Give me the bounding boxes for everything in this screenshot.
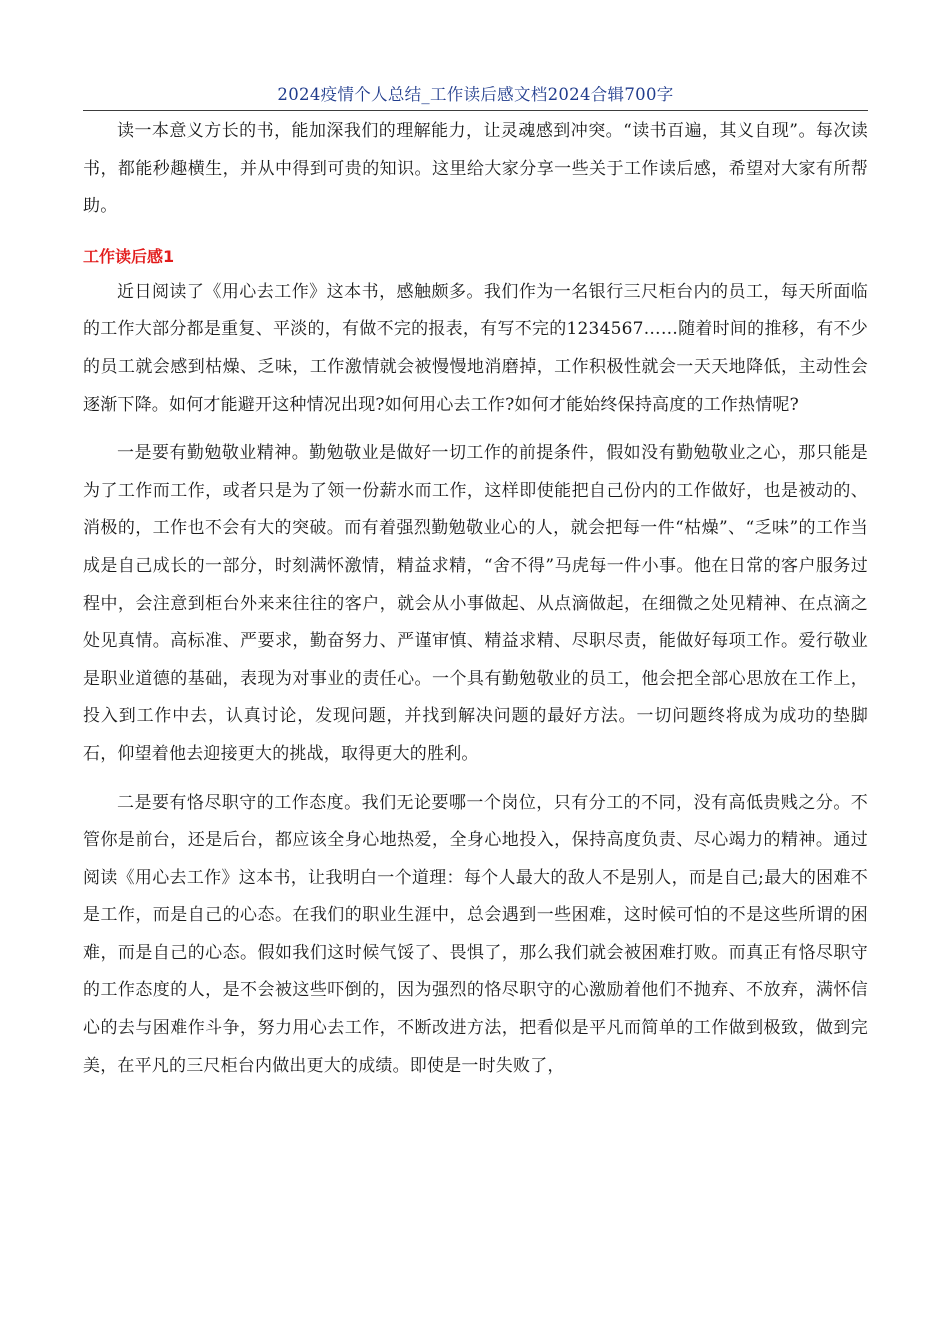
section-heading: 工作读后感1 xyxy=(83,246,175,266)
intro-paragraph: 读一本意义方长的书，能加深我们的理解能力，让灵魂感到冲突。“读书百遍，其义自现”。每次读书，都能秒趣横生，并从中得到可贵的知识。这里给大家分享一些关于工作读后感，希望对大家有所帮助。 xyxy=(83,121,868,217)
body-paragraph-2: 一是要有勤勉敬业精神。勤勉敬业是做好一切工作的前提条件，假如没有勤勉敬业之心，那只能是为了工作而工作，或者只是为了领一份薪水而工作，这样即使能把自己份内的工作做好，也是被动的、消极的，工作也不会有大的突破。而有着强烈勤勉敬业心的人，就会把每一件“枯燥”、“乏味”的工作当成是自己成长的一部分，时刻满怀激情，精益求精，“舍不得”马虎每一件小事。他在日常的客户服务过程中，会注意到柜台外来来往往的客户，就会从小事做起、从点滴做起，在细微之处见精神、在点滴之处见真情。高标准、严要求，勤奋努力、严谨审慎、精益求精、尽职尽责，能做好每项工作。爱行敬业是职业道德的基础，表现为对事业的责任心。一个具有勤勉敬业的员工，他会把全部心思放在工作上，投入到工作中去，认真讨论，发现问题，并找到解决问题的最好方法。一切问题终将成为成功的垫脚石，仰望着他去迎接更大的挑战，取得更大的胜利。 xyxy=(83,443,868,764)
page-header-title: 2024疫情个人总结_工作读后感文档2024合辑700字 xyxy=(83,84,868,111)
document-body xyxy=(83,113,868,1085)
body-paragraph-1: 近日阅读了《用心去工作》这本书，感触颇多。我们作为一名银行三尺柜台内的员工，每天所面临的工作大部分都是重复、平淡的，有做不完的报表，有写不完的1234567……随着时间的推移，有不少的员工就会感到枯燥、乏味，工作激情就会被慢慢地消磨掉，工作积极性就会一天天地降低，主动性会逐渐下降。如何才能避开这种情况出现?如何用心去工作?如何才能始终保持高度的工作热情呢? xyxy=(83,281,868,415)
body-paragraph-3: 二是要有恪尽职守的工作态度。我们无论要哪一个岗位，只有分工的不同，没有高低贵贱之分。不管你是前台，还是后台，都应该全身心地热爱，全身心地投入，保持高度负责、尽心竭力的精神。通过阅读《用心去工作》这本书，让我明白一个道理：每个人最大的敌人不是别人，而是自己;最大的困难不是工作，而是自己的心态。在我们的职业生涯中，总会遇到一些困难，这时候可怕的不是这些所谓的困难，而是自己的心态。假如我们这时候气馁了、畏惧了，那么我们就会被困难打败。而真正有恪尽职守的工作态度的人，是不会被这些吓倒的，因为强烈的恪尽职守的心激励着他们不抛弃、不放弃，满怀信心的去与困难作斗争，努力用心去工作，不断改进方法，把看似是平凡而简单的工作做到极致，做到完美，在平凡的三尺柜台内做出更大的成绩。即使是一时失败了， xyxy=(83,792,868,1076)
